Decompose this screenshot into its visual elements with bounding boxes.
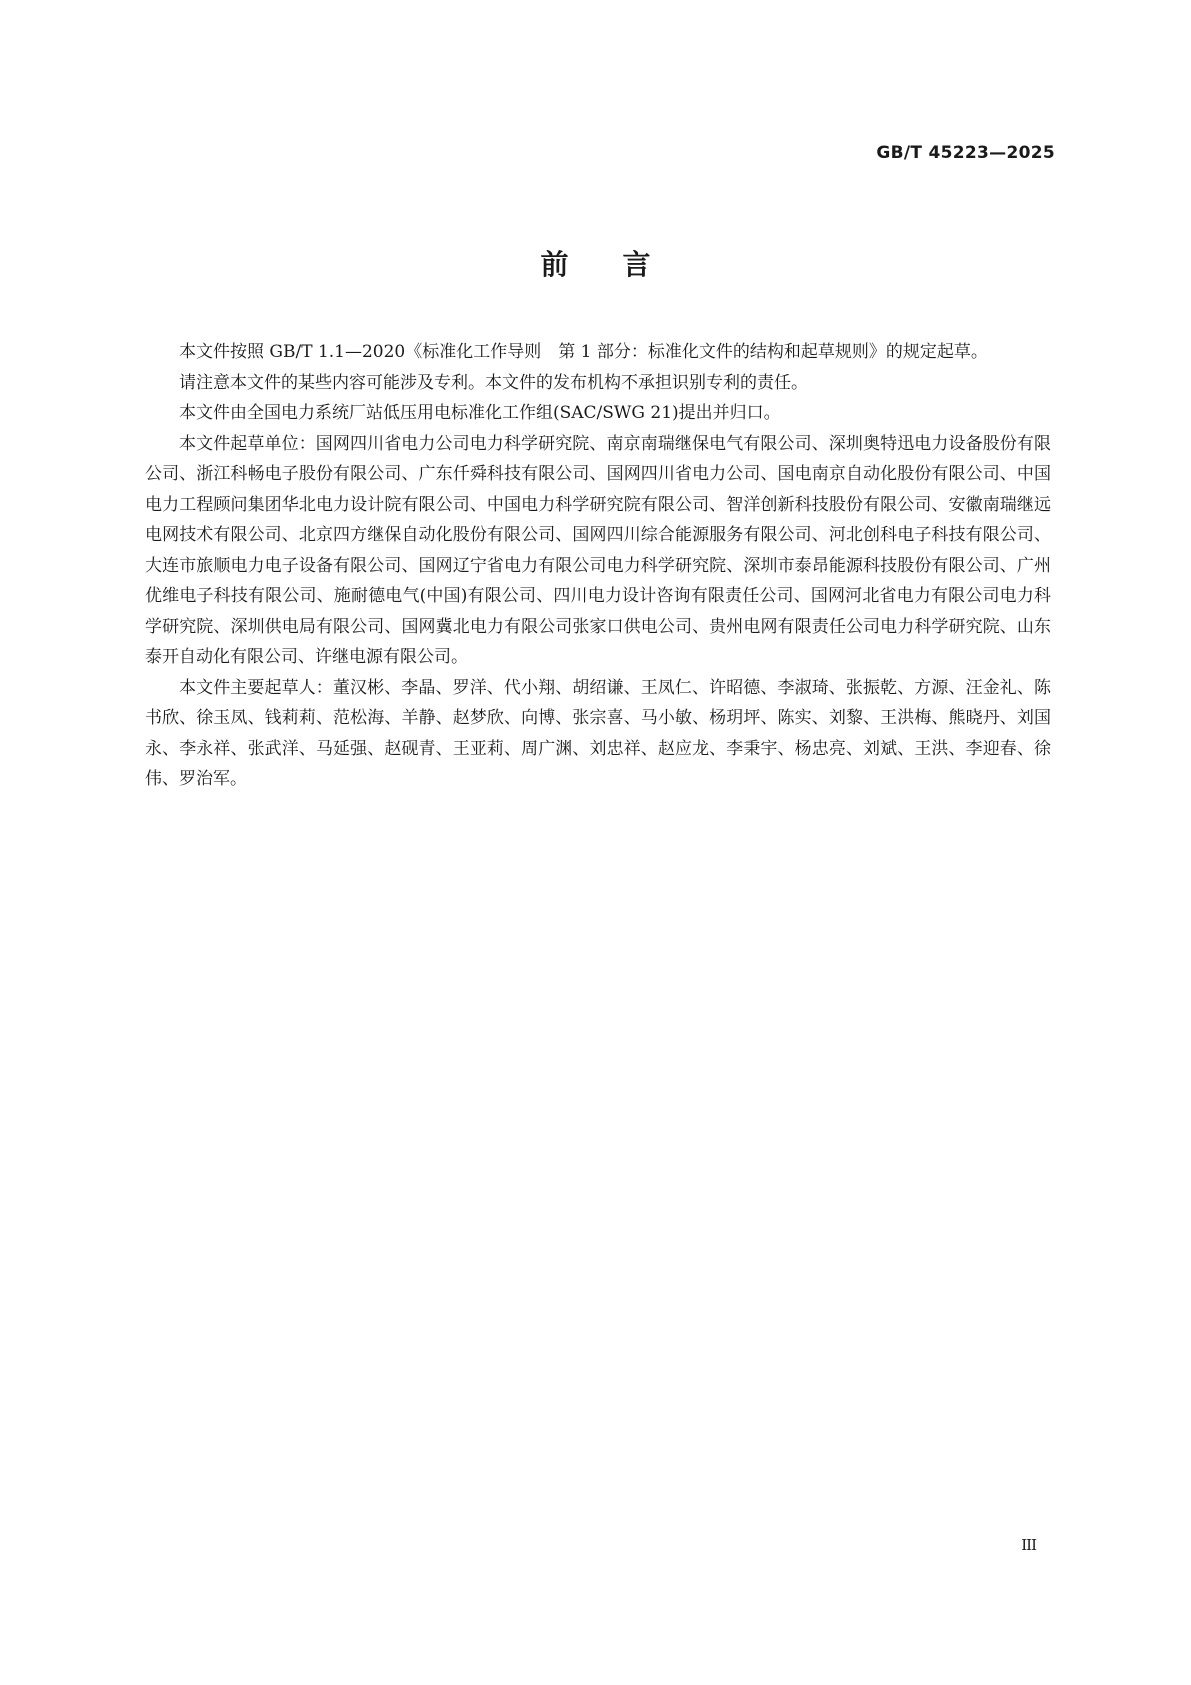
paragraph-patent-notice: 请注意本文件的某些内容可能涉及专利。本文件的发布机构不承担识别专利的责任。 xyxy=(179,372,808,393)
paragraph-drafting-organizations: 本文件起草单位：国网四川省电力公司电力科学研究院、南京南瑞继保电气有限公司、深圳奥特迅电力设备股份有限公司、浙江科畅电子股份有限公司、广东仟舜科技有限公司、国网四川省电力公司、国电南京自动化股份有限公司、中国电力工程顾问集团华北电力设计院有限公司、中国电力科学研究院有限公司、智洋创新科技股份有限公司、安徽南瑞继远电网技术有限公司、北京四方继保自动化股份有限公司、国网四川综合能源服务有限公司、河北创科电子科技有限公司、大连市旅顺电力电子设备有限公司、国网辽宁省电力有限公司电力科学研究院、深圳市泰昂能源科技股份有限公司、广州优维电子科技有限公司、施耐德电气(中国)有限公司、四川电力设计咨询有限责任公司、国网河北省电力有限公司电力科学研究院、深圳供电局有限公司、国网冀北电力有限公司张家口供电公司、贵州电网有限责任公司电力科学研究院、山东泰开自动化有限公司、许继电源有限公司。 xyxy=(145,433,1051,667)
preface-body xyxy=(145,337,1051,795)
page-title: 前言 xyxy=(540,248,705,281)
paragraph-drafting-basis: 本文件按照 GB/T 1.1—2020《标准化工作导则 第 1 部分：标准化文件的结构和起草规则》的规定起草。 xyxy=(179,342,988,362)
page-number: III xyxy=(1021,1536,1036,1554)
paragraph-drafters: 本文件主要起草人：董汉彬、李晶、罗洋、代小翔、胡绍谦、王凤仁、许昭德、李淑琦、张振乾、方源、汪金礼、陈书欣、徐玉凤、钱莉莉、范松海、羊静、赵梦欣、向博、张宗喜、马小敏、杨玥坪、陈实、刘黎、王洪梅、熊晓丹、刘国永、李永祥、张武洋、马延强、赵砚青、王亚莉、周广渊、刘忠祥、赵应龙、李秉宇、杨忠亮、刘斌、王洪、李迎春、徐伟、罗治军。 xyxy=(145,677,1051,789)
paragraph-proposer: 本文件由全国电力系统厂站低压用电标准化工作组(SAC/SWG 21)提出并归口。 xyxy=(179,403,781,423)
standard-code: GB/T 45223—2025 xyxy=(876,143,1055,163)
